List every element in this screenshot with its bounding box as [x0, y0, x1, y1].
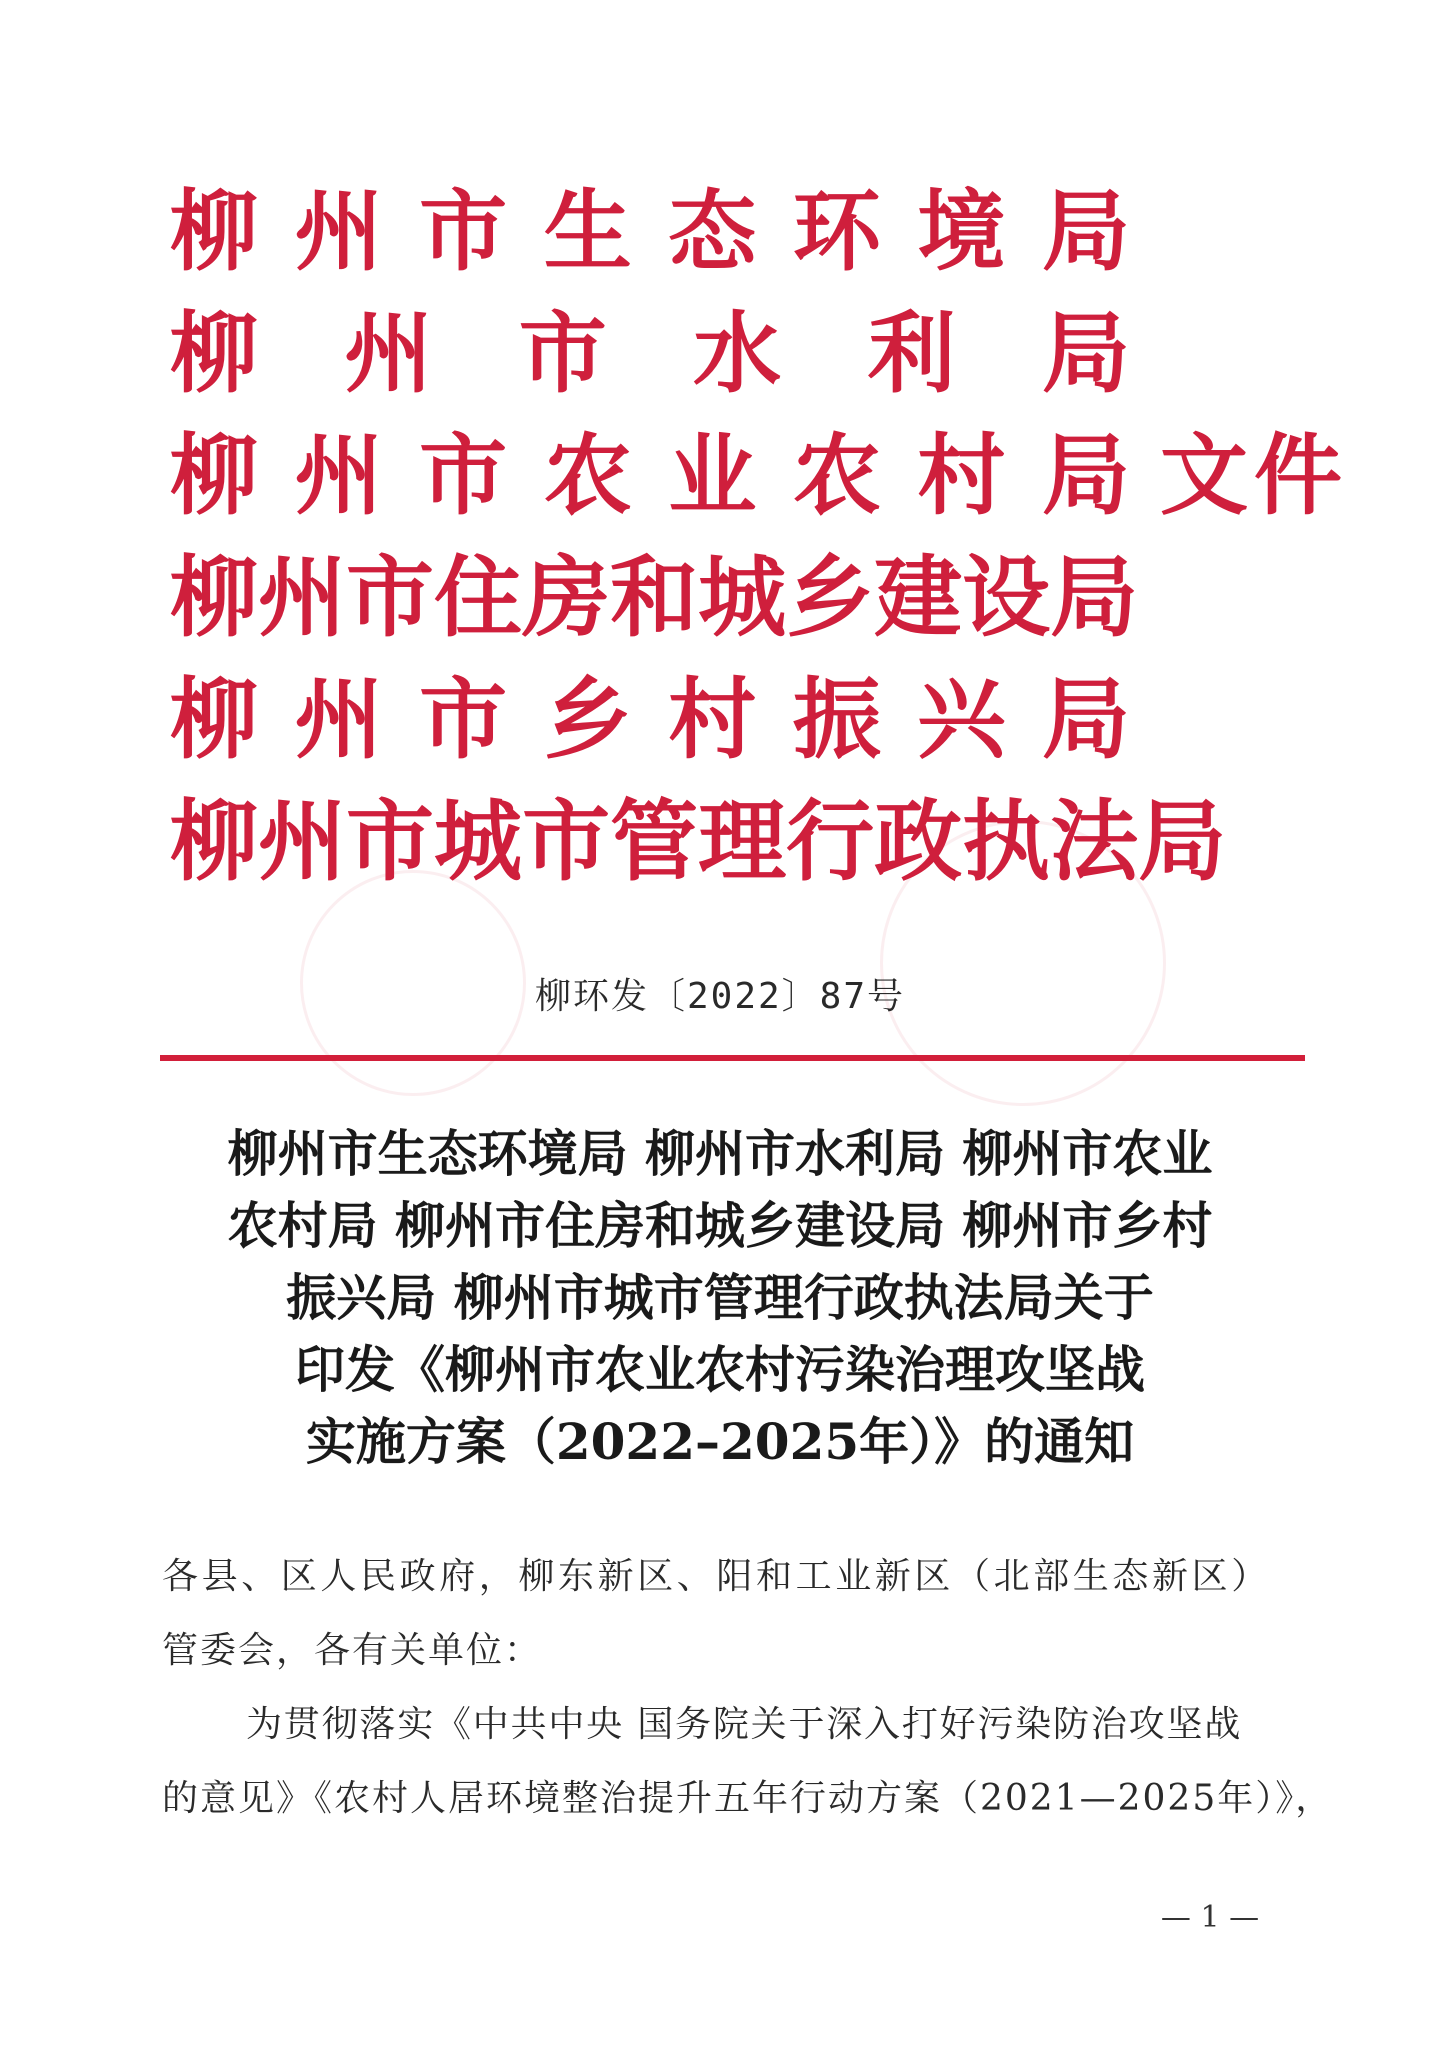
paragraph-line: 的意见》《农村人居环境整治提升五年行动方案（2021—2025年）》， — [162, 1778, 1334, 1819]
agency-name-char: 州 — [294, 667, 383, 771]
title-line: 农村局 柳州市住房和城乡建设局 柳州市乡村 — [227, 1196, 1213, 1255]
page-number: — 1 — — [1160, 1900, 1260, 1935]
agency-line — [170, 292, 1340, 414]
body-text — [162, 1540, 1334, 1836]
agency-name-char: 柳 — [170, 667, 259, 771]
agency-name-char: 市 — [419, 423, 508, 527]
agency-name-char: 设 — [962, 545, 1051, 649]
agency-name-char: 柳 — [170, 179, 259, 283]
agency-name-char: 利 — [867, 301, 956, 405]
agency-name — [170, 292, 1130, 414]
agency-name-char: 农 — [792, 423, 881, 527]
title-line: 振兴局 柳州市城市管理行政执法局关于 — [286, 1268, 1154, 1327]
agency-name-char: 市 — [419, 667, 508, 771]
agency-name-char: 州 — [344, 301, 433, 405]
agency-name-char: 态 — [668, 179, 757, 283]
agency-name-char: 城 — [434, 789, 523, 893]
agency-name — [170, 414, 1130, 536]
addressee-line: 管委会，各有关单位： — [162, 1630, 543, 1671]
agency-line — [170, 536, 1340, 658]
agency-name-char: 柳 — [170, 423, 259, 527]
agency-name-char: 局 — [1041, 179, 1130, 283]
agency-name-char: 乡 — [786, 545, 875, 649]
agency-name-char: 生 — [543, 179, 632, 283]
agency-name-char: 房 — [522, 545, 611, 649]
agency-name-char: 州 — [294, 423, 383, 527]
agency-name-char: 州 — [294, 179, 383, 283]
agency-name — [170, 780, 1227, 902]
agency-line — [170, 780, 1340, 902]
agency-name-char: 州 — [258, 789, 347, 893]
agency-name-char: 市 — [518, 301, 607, 405]
agency-name-char: 乡 — [543, 667, 632, 771]
agency-name-char: 局 — [1138, 789, 1227, 893]
agency-name-char: 兴 — [917, 667, 1006, 771]
agency-name — [170, 536, 1139, 658]
agency-name-char: 城 — [698, 545, 787, 649]
agency-name-char: 环 — [792, 179, 881, 283]
issuing-agencies-header — [170, 170, 1349, 902]
notice-title — [140, 1118, 1300, 1478]
agency-name-char: 建 — [874, 545, 963, 649]
agency-name-char: 理 — [698, 789, 787, 893]
agency-name-char: 柳 — [170, 301, 259, 405]
agency-name — [170, 658, 1130, 780]
addressee-line: 各县、区人民政府，柳东新区、阳和工业新区（北部生态新区） — [162, 1556, 1271, 1597]
agency-name-char: 农 — [543, 423, 632, 527]
agency-name-char: 执 — [962, 789, 1051, 893]
agency-name-char: 业 — [668, 423, 757, 527]
red-separator-line — [160, 1055, 1305, 1061]
document-number: 柳环发〔2022〕87号 — [534, 976, 906, 1017]
agency-name-char: 州 — [258, 545, 347, 649]
agency-name-char: 住 — [434, 545, 523, 649]
agency-line — [170, 414, 1349, 536]
title-line: 印发《柳州市农业农村污染治理攻坚战 — [295, 1340, 1145, 1399]
agency-name-char: 局 — [1050, 545, 1139, 649]
agency-name-char: 柳 — [170, 789, 259, 893]
paragraph-line: 为贯彻落实《中共中央 国务院关于深入打好污染防治攻坚战 — [246, 1704, 1243, 1745]
agency-line — [170, 658, 1340, 780]
agency-line — [170, 170, 1340, 292]
agency-name-char: 局 — [1041, 423, 1130, 527]
agency-name-char: 市 — [522, 789, 611, 893]
agency-name-char: 行 — [786, 789, 875, 893]
agency-name-char: 水 — [693, 301, 782, 405]
agency-name-char: 政 — [874, 789, 963, 893]
agency-name-char: 市 — [346, 545, 435, 649]
agency-name-char: 市 — [419, 179, 508, 283]
agency-name-char: 村 — [917, 423, 1006, 527]
agency-name-char: 村 — [668, 667, 757, 771]
agency-name-char: 管 — [610, 789, 699, 893]
agency-name-char: 柳 — [170, 545, 259, 649]
agency-name-char: 局 — [1041, 301, 1130, 405]
agency-name-char: 境 — [917, 179, 1006, 283]
agency-name-char: 振 — [792, 667, 881, 771]
document-type-suffix: 文件 — [1160, 423, 1349, 527]
title-line: 柳州市生态环境局 柳州市水利局 柳州市农业 — [227, 1124, 1213, 1183]
title-line: 实施方案（2022–2025年）》的通知 — [305, 1412, 1135, 1471]
agency-name-char: 市 — [346, 789, 435, 893]
agency-name — [170, 170, 1130, 292]
agency-name-char: 法 — [1050, 789, 1139, 893]
agency-name-char: 局 — [1041, 667, 1130, 771]
agency-name-char: 和 — [610, 545, 699, 649]
